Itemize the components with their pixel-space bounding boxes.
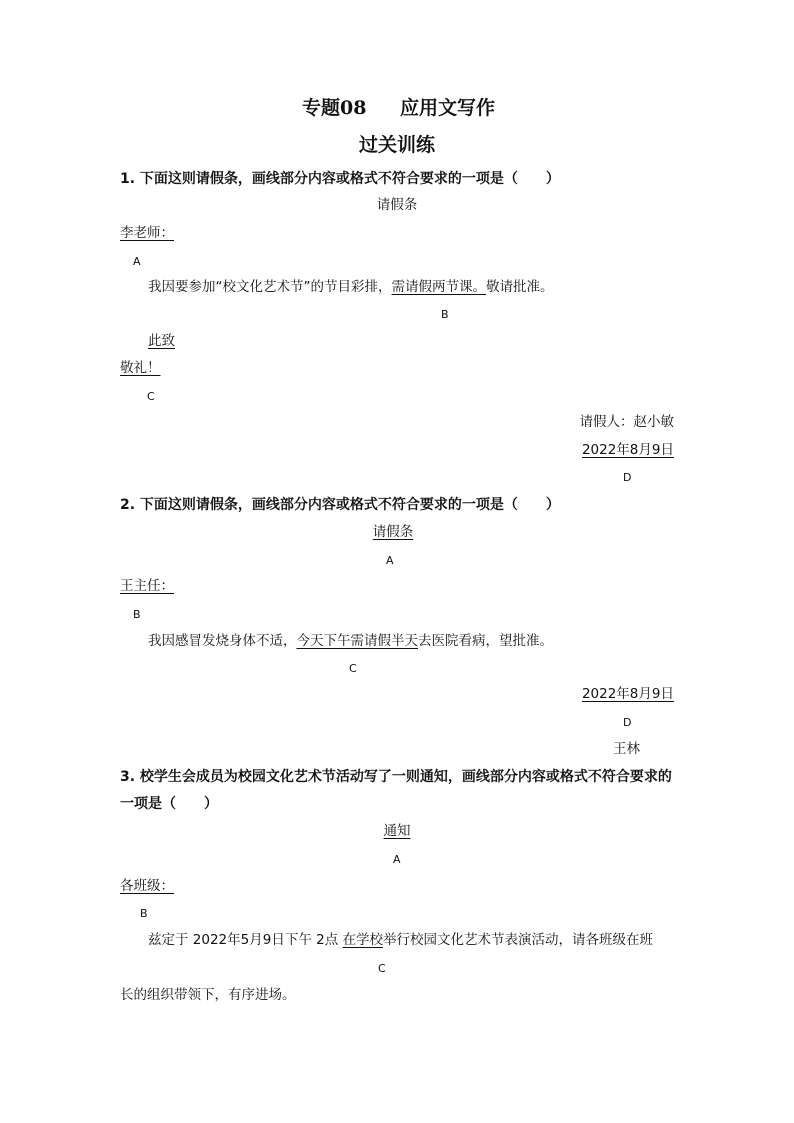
q3-label-b: B xyxy=(140,907,148,920)
question-1-prompt: 1. 下面这则请假条，画线部分内容或格式不符合要求的一项是（ ） xyxy=(120,171,560,187)
q3-body-underlined: 在学校 xyxy=(342,932,383,948)
page-title-subject: 应用文写作 xyxy=(400,97,496,119)
q1-body xyxy=(148,281,554,295)
q2-date: 2022年8月9日 xyxy=(581,686,674,702)
q2-signer: 王林 xyxy=(613,741,640,757)
q1-label-a: A xyxy=(133,255,141,268)
q2-label-a: A xyxy=(386,554,394,567)
question-2-prompt: 2. 下面这则请假条，画线部分内容或格式不符合要求的一项是（ ） xyxy=(120,497,560,513)
q2-label-d: D xyxy=(623,716,632,729)
q3-label-a: A xyxy=(393,853,401,866)
page-subtitle: 过关训练 xyxy=(359,134,436,156)
q1-label-c: C xyxy=(147,390,155,403)
q1-salutation: 李老师： xyxy=(120,225,174,241)
q1-closing-1: 此致 xyxy=(148,333,175,349)
q2-label-c: C xyxy=(349,662,357,675)
q2-body-post: 去医院看病，望批准。 xyxy=(418,633,553,649)
q1-closing-2: 敬礼！ xyxy=(120,360,161,376)
q3-body-post: 举行校园文化艺术节表演活动，请各班级在班 xyxy=(383,932,653,948)
q3-label-c: C xyxy=(378,962,386,975)
q3-salutation: 各班级： xyxy=(120,878,174,894)
q2-salutation: 王主任： xyxy=(120,578,174,594)
q1-body-pre: 我因要参加“校文化艺术节”的节目彩排， xyxy=(148,279,392,295)
q3-body-line-2: 长的组织带领下，有序进场。 xyxy=(120,987,296,1003)
q3-body-line-1 xyxy=(148,934,653,948)
q1-date: 2022年8月9日 xyxy=(581,442,674,458)
q1-label-b: B xyxy=(441,308,449,321)
q1-label-d: D xyxy=(623,471,632,484)
question-3-prompt-line-2: 一项是（ ） xyxy=(120,796,218,812)
q2-label-b: B xyxy=(133,608,141,621)
q1-body-post: 敬请批准。 xyxy=(486,279,554,295)
q2-body-underlined: 今天下午需请假半天 xyxy=(296,633,418,649)
q1-note-title: 请假条 xyxy=(376,197,418,213)
q1-signer: 请假人：赵小敏 xyxy=(579,414,674,430)
q3-body-pre: 兹定于 2022年5月9日下午 2点 xyxy=(148,932,343,948)
q2-body-pre: 我因感冒发烧身体不适， xyxy=(148,633,297,649)
question-3-prompt-line-1: 3. 校学生会成员为校园文化艺术节活动写了一则通知，画线部分内容或格式不符合要求的 xyxy=(120,769,672,785)
q3-note-title: 通知 xyxy=(383,823,411,839)
page-title-topic: 专题08 xyxy=(302,97,367,119)
q2-body xyxy=(148,635,553,649)
q1-body-underlined: 需请假两节课。 xyxy=(391,279,486,295)
q2-note-title: 请假条 xyxy=(372,524,414,540)
